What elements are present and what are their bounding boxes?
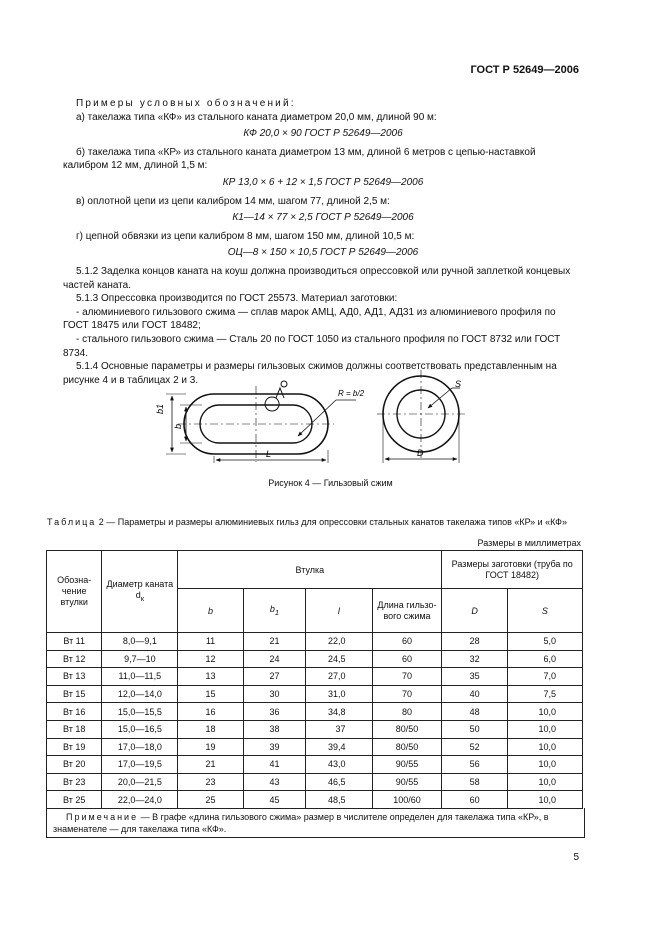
table-cell: 40: [442, 685, 507, 703]
table-cell: 41: [243, 756, 306, 774]
table-cell: 34,8: [306, 703, 372, 721]
header-b1: $b_1$: [243, 589, 306, 633]
table-row: [47, 703, 583, 721]
table-cell: 90/55: [372, 773, 442, 791]
table-cell: Вт 20: [47, 756, 102, 774]
table-cell: 10,0: [507, 703, 582, 721]
table-cell: 24: [243, 650, 306, 668]
table-cell: Вт 15: [47, 685, 102, 703]
table-cell: 13: [178, 668, 243, 686]
label-b: b: [173, 423, 183, 429]
example-b-desc: б) такелажа типа «КР» из стального каната диаметром 13 мм, длиной 6 метров с цепью-наставкой калибром 12 мм, длиной 1,5 м:: [63, 146, 536, 172]
table-cell: 7,0: [507, 668, 582, 686]
table-cell: 11,0—11,5: [102, 668, 178, 686]
table-cell: 24,5: [306, 650, 372, 668]
table-cell: 23: [178, 773, 243, 791]
table-cell: 48: [442, 703, 507, 721]
table-cell: 90/55: [372, 756, 442, 774]
header-sleeve: Втулка: [178, 551, 442, 589]
figure-caption: Рисунок 4 — Гильзовый сжим: [268, 478, 393, 488]
table-cell: 28: [442, 633, 507, 651]
table-cell: 8,0—9,1: [102, 633, 178, 651]
table-cell: 10,0: [507, 756, 582, 774]
header-S: S: [507, 589, 582, 633]
table-cell: Вт 16: [47, 703, 102, 721]
table-cell: 12: [178, 650, 243, 668]
table-cell: Вт 18: [47, 720, 102, 738]
table-cell: 5,0: [507, 633, 582, 651]
paragraph-5-1-2: 5.1.2 Заделка концов каната на коуш должна производиться опрессовкой или ручной заплеткой концевых частей каната.: [63, 265, 571, 291]
table-cell: 60: [442, 791, 507, 809]
table-caption-label: Таблица: [47, 517, 97, 527]
table-cell: 80: [372, 703, 442, 721]
sleeve-side-view: [166, 381, 356, 463]
table-cell: 43: [243, 773, 306, 791]
table-cell: 43,0: [306, 756, 372, 774]
table-cell: 16: [178, 703, 243, 721]
page-number: 5: [573, 852, 579, 863]
header-b: b: [178, 589, 243, 633]
examples-heading: Примеры условных обозначений:: [76, 98, 296, 109]
table-cell: 19: [178, 738, 243, 756]
table-cell: 31,0: [306, 685, 372, 703]
table-cell: 36: [243, 703, 306, 721]
table-cell: 25: [178, 791, 243, 809]
table-cell: 15: [178, 685, 243, 703]
table-cell: 10,0: [507, 773, 582, 791]
table-cell: 17,0—19,5: [102, 756, 178, 774]
table-cell: 30: [243, 685, 306, 703]
header-length: Длина гильзо-вого сжима: [372, 589, 442, 633]
table-units: Размеры в миллиметрах: [477, 538, 581, 548]
table-cell: 21: [178, 756, 243, 774]
table-cell: Вт 11: [47, 633, 102, 651]
table-cell: 56: [442, 756, 507, 774]
table-row: [47, 650, 583, 668]
table-cell: 22,0: [306, 633, 372, 651]
paragraph-5-1-4: 5.1.4 Основные параметры и размеры гильзовых сжимов должны соответствовать представленным на рисунке 4 и в таблицах 2 и 3.: [63, 361, 557, 386]
table-row: [47, 756, 583, 774]
table-cell: 7,5: [507, 685, 582, 703]
table-cell: 70: [372, 685, 442, 703]
document-id: ГОСТ Р 52649—2006: [470, 64, 579, 76]
table-cell: 39: [243, 738, 306, 756]
table-cell: 37: [306, 720, 372, 738]
header-l: l: [306, 589, 372, 633]
example-a-code: КФ 20,0 × 90 ГОСТ Р 52649—2006: [243, 128, 403, 140]
table-cell: 27,0: [306, 668, 372, 686]
example-d-desc: г) цепной обвязки из цепи калибром 8 мм, шагом 150 мм, длиной 10,5 м:: [76, 230, 415, 242]
table-cell: 38: [243, 720, 306, 738]
label-R: R = b/2: [338, 389, 365, 398]
table-caption: [47, 516, 587, 528]
table-row: [47, 633, 583, 651]
example-b-code: КР 13,0 × 6 + 12 × 1,5 ГОСТ Р 52649—2006: [222, 176, 424, 188]
table-cell: Вт 13: [47, 668, 102, 686]
sleeve-parameters-table: [46, 550, 583, 809]
table-cell: 11: [178, 633, 243, 651]
header-D: D: [442, 589, 507, 633]
table-cell: 60: [372, 650, 442, 668]
table-cell: 10,0: [507, 738, 582, 756]
label-L: L: [266, 449, 272, 459]
table-cell: 58: [442, 773, 507, 791]
table-row: [47, 738, 583, 756]
table-cell: 10,0: [507, 720, 582, 738]
table-row: [47, 668, 583, 686]
example-c-desc: в) оплотной цепи из цепи калибром 14 мм, шагом 77, длиной 2,5 м:: [76, 195, 390, 207]
label-S: S: [455, 379, 462, 389]
table-row: [47, 773, 583, 791]
figure-4-drawing: [155, 366, 480, 470]
table-cell: 12,0—14,0: [102, 685, 178, 703]
table-cell: 52: [442, 738, 507, 756]
header-designation: Обозна-чение втулки: [47, 551, 102, 633]
table-cell: 45: [243, 791, 306, 809]
table-cell: 10,0: [507, 791, 582, 809]
header-blank: Размеры заготовки (труба по ГОСТ 18482): [442, 551, 583, 589]
example-a-desc: а) такелажа типа «КФ» из стального каната диаметром 20,0 мм, длиной 90 м:: [76, 111, 437, 123]
paragraph-5-1-3: 5.1.3 Опрессовка производится по ГОСТ 25573. Материал заготовки:: [76, 293, 398, 305]
table-caption-text: 2 — Параметры и размеры алюминиевых гильз для опрессовки стальных канатов такелажа типов «КР» и «КФ»: [96, 517, 567, 527]
table-cell: Вт 12: [47, 650, 102, 668]
table-cell: 6,0: [507, 650, 582, 668]
table-cell: 50: [442, 720, 507, 738]
examples-section: [63, 97, 583, 387]
example-c-code: К1—14 × 77 × 2,5 ГОСТ Р 52649—2006: [232, 212, 414, 224]
table-cell: 18: [178, 720, 243, 738]
table-row: [47, 720, 583, 738]
table-cell: 70: [372, 668, 442, 686]
label-D: D: [417, 448, 424, 458]
header-diameter: Диаметр каната $d_к$: [102, 551, 178, 633]
table-cell: 20,0—21,5: [102, 773, 178, 791]
table-cell: 17,0—18,0: [102, 738, 178, 756]
table-cell: 27: [243, 668, 306, 686]
table-note: [46, 808, 585, 838]
table-cell: 35: [442, 668, 507, 686]
table-row: [47, 791, 583, 809]
table-cell: 80/50: [372, 720, 442, 738]
table-row: [47, 685, 583, 703]
table-cell: 22,0—24,0: [102, 791, 178, 809]
table-cell: 32: [442, 650, 507, 668]
table-cell: 39,4: [306, 738, 372, 756]
table-cell: 9,7—10: [102, 650, 178, 668]
table-cell: 48,5: [306, 791, 372, 809]
table-cell: 21: [243, 633, 306, 651]
note-label: Примечание: [66, 812, 139, 822]
table-cell: Вт 23: [47, 773, 102, 791]
note-text: — В графе «длина гильзового сжима» размер в числителе определен для такелажа типа «КР», в знаменателе — для такелажа типа «КФ».: [53, 812, 549, 834]
table-cell: 60: [372, 633, 442, 651]
example-d-code: ОЦ—8 × 150 × 10,5 ГОСТ Р 52649—2006: [227, 247, 419, 259]
table-cell: 46,5: [306, 773, 372, 791]
bullet-steel: - стального гильзового сжима — Сталь 20 по ГОСТ 1050 из стального профиля по ГОСТ 8732 или ГОСТ 8734.: [63, 333, 561, 359]
table-cell: 15,0—16,5: [102, 720, 178, 738]
bullet-aluminium: - алюминиевого гильзового сжима — сплав марок АМЦ, АД0, АД1, АД31 из алюминиевого профиля по ГОСТ 18475 или ГОСТ 18482;: [63, 306, 556, 332]
table-cell: 15,0—15,5: [102, 703, 178, 721]
table-cell: 80/50: [372, 738, 442, 756]
table-cell: 100/60: [372, 791, 442, 809]
label-b1: b1: [155, 403, 165, 414]
table-cell: Вт 19: [47, 738, 102, 756]
table-cell: Вт 25: [47, 791, 102, 809]
